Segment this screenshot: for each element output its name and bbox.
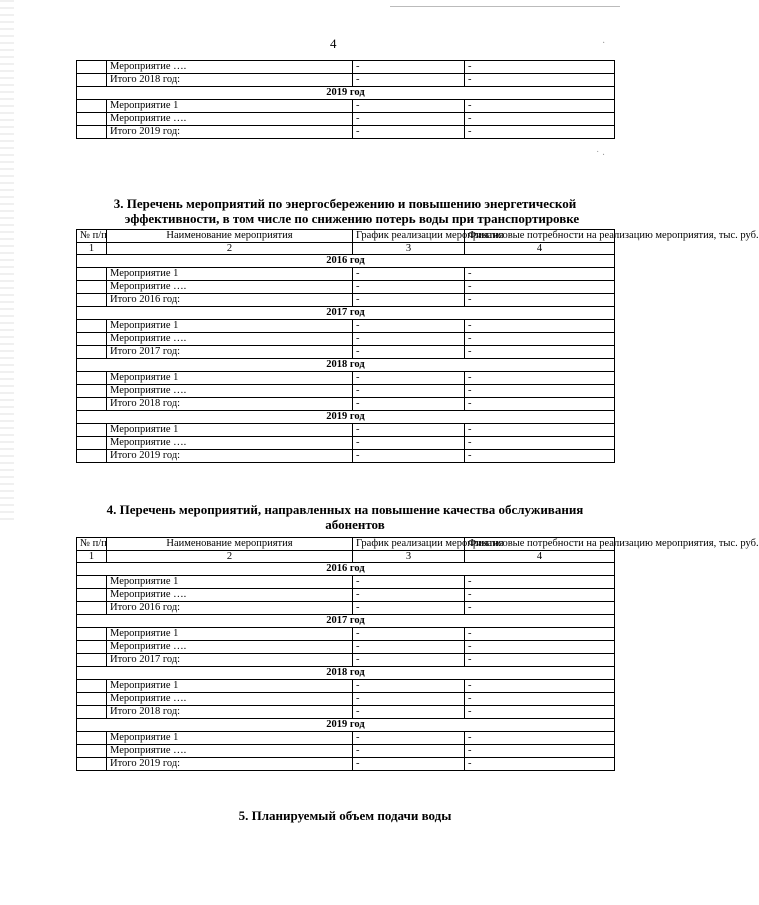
- total-row: [77, 74, 615, 87]
- table-row: [77, 680, 615, 693]
- schedule-cell: -: [353, 74, 465, 87]
- year-group-row: [77, 411, 615, 424]
- row-number-cell: [77, 294, 107, 307]
- schedule-cell: -: [353, 398, 465, 411]
- schedule-cell: -: [353, 320, 465, 333]
- schedule-cell: -: [353, 654, 465, 667]
- top-rule: [390, 6, 620, 7]
- schedule-cell: -: [353, 745, 465, 758]
- schedule-cell: -: [353, 706, 465, 719]
- header-schedule: График реализации мероприятия: [353, 538, 465, 551]
- column-number: 2: [107, 243, 353, 255]
- schedule-cell: -: [353, 333, 465, 346]
- table-row: [77, 268, 615, 281]
- finance-cell: -: [465, 113, 615, 126]
- total-row: [77, 602, 615, 615]
- finance-cell: -: [465, 576, 615, 589]
- finance-cell: -: [465, 628, 615, 641]
- schedule-cell: -: [353, 758, 465, 771]
- finance-cell: -: [465, 706, 615, 719]
- event-name: Мероприятие 1: [107, 100, 353, 113]
- year-group-row: [77, 667, 615, 680]
- finance-cell: -: [465, 320, 615, 333]
- finance-cell: -: [465, 61, 615, 74]
- finance-cell: -: [465, 602, 615, 615]
- row-number-cell: [77, 385, 107, 398]
- row-number-cell: [77, 398, 107, 411]
- row-number-cell: [77, 268, 107, 281]
- schedule-cell: -: [353, 126, 465, 139]
- total-label: Итого 2017 год:: [107, 346, 353, 359]
- column-number: 2: [107, 551, 353, 563]
- table-row: [77, 281, 615, 294]
- table-row: [77, 576, 615, 589]
- finance-cell: -: [465, 74, 615, 87]
- year-label: 2018 год: [77, 667, 615, 680]
- table-row: [77, 320, 615, 333]
- total-label: Итого 2019 год:: [107, 450, 353, 463]
- continuation-table-body: [77, 61, 615, 139]
- total-row: [77, 294, 615, 307]
- schedule-cell: -: [353, 641, 465, 654]
- total-label: Итого 2017 год:: [107, 654, 353, 667]
- row-number-cell: [77, 706, 107, 719]
- event-name: Мероприятие 1: [107, 372, 353, 385]
- year-group-row: [77, 255, 615, 268]
- schedule-cell: -: [353, 602, 465, 615]
- column-number: 1: [77, 551, 107, 563]
- scan-edge-artifact: [0, 0, 14, 520]
- finance-cell: -: [465, 281, 615, 294]
- finance-cell: -: [465, 693, 615, 706]
- service-quality-table: [76, 537, 759, 771]
- row-number-cell: [77, 333, 107, 346]
- year-label: 2017 год: [77, 307, 615, 320]
- total-row: [77, 398, 615, 411]
- finance-cell: -: [465, 268, 615, 281]
- finance-cell: -: [465, 758, 615, 771]
- table-row: [77, 424, 615, 437]
- row-number-cell: [77, 693, 107, 706]
- table-row: [77, 437, 615, 450]
- row-number-cell: [77, 126, 107, 139]
- section-4-title-line-1: 4. Перечень мероприятий, направленных на повышение качества обслуживания: [106, 502, 584, 517]
- energy-efficiency-table-body: [77, 255, 615, 463]
- schedule-cell: -: [353, 450, 465, 463]
- schedule-cell: -: [353, 372, 465, 385]
- row-number-cell: [77, 424, 107, 437]
- table-row: [77, 641, 615, 654]
- column-number: 3: [353, 551, 465, 563]
- header-name: Наименование мероприятия: [107, 538, 353, 551]
- year-label: 2017 год: [77, 615, 615, 628]
- column-number-row: [77, 551, 615, 563]
- column-number: 1: [77, 243, 107, 255]
- total-label: Итого 2019 год:: [107, 758, 353, 771]
- event-name: Мероприятие ….: [107, 589, 353, 602]
- row-number-cell: [77, 628, 107, 641]
- section-4-title: [76, 502, 614, 532]
- event-name: Мероприятие ….: [107, 437, 353, 450]
- scan-speck: ·: [602, 38, 606, 49]
- year-label: 2016 год: [77, 563, 615, 576]
- finance-cell: -: [465, 424, 615, 437]
- row-number-cell: [77, 602, 107, 615]
- row-number-cell: [77, 589, 107, 602]
- schedule-cell: -: [353, 680, 465, 693]
- event-name: Мероприятие 1: [107, 320, 353, 333]
- event-name: Мероприятие ….: [107, 61, 353, 74]
- schedule-cell: -: [353, 61, 465, 74]
- row-number-cell: [77, 100, 107, 113]
- year-group-row: [77, 359, 615, 372]
- schedule-cell: -: [353, 628, 465, 641]
- event-name: Мероприятие 1: [107, 732, 353, 745]
- row-number-cell: [77, 281, 107, 294]
- total-row: [77, 346, 615, 359]
- finance-cell: -: [465, 100, 615, 113]
- header-schedule: График реализации мероприятия: [353, 230, 465, 243]
- section-5-title: [76, 808, 614, 823]
- section-5-title-text: 5. Планируемый объем подачи воды: [238, 808, 452, 823]
- schedule-cell: -: [353, 424, 465, 437]
- event-name: Мероприятие ….: [107, 693, 353, 706]
- year-group-row: [77, 719, 615, 732]
- event-name: Мероприятие 1: [107, 576, 353, 589]
- finance-cell: -: [465, 346, 615, 359]
- row-number-cell: [77, 745, 107, 758]
- finance-cell: -: [465, 589, 615, 602]
- row-number-cell: [77, 61, 107, 74]
- service-quality-table-header: [77, 538, 759, 563]
- event-name: Мероприятие ….: [107, 641, 353, 654]
- row-number-cell: [77, 680, 107, 693]
- total-label: Итого 2018 год:: [107, 706, 353, 719]
- event-name: Мероприятие 1: [107, 628, 353, 641]
- finance-cell: -: [465, 126, 615, 139]
- event-name: Мероприятие ….: [107, 333, 353, 346]
- row-number-cell: [77, 437, 107, 450]
- finance-cell: -: [465, 680, 615, 693]
- event-name: Мероприятие 1: [107, 424, 353, 437]
- schedule-cell: -: [353, 294, 465, 307]
- row-number-cell: [77, 74, 107, 87]
- year-label: 2016 год: [77, 255, 615, 268]
- row-number-cell: [77, 641, 107, 654]
- service-quality-table-body: [77, 563, 615, 771]
- table-row: [77, 113, 615, 126]
- header-finance: Финансовые потребности на реализацию мероприятия, тыс. руб.: [465, 230, 615, 243]
- schedule-cell: -: [353, 113, 465, 126]
- table-row: [77, 372, 615, 385]
- year-label: 2019 год: [77, 719, 615, 732]
- schedule-cell: -: [353, 100, 465, 113]
- finance-cell: -: [465, 654, 615, 667]
- year-group-row: [77, 563, 615, 576]
- table-row: [77, 333, 615, 346]
- row-number-cell: [77, 450, 107, 463]
- event-name: Мероприятие 1: [107, 268, 353, 281]
- event-name: Мероприятие ….: [107, 281, 353, 294]
- schedule-cell: -: [353, 732, 465, 745]
- table-row: [77, 628, 615, 641]
- finance-cell: -: [465, 745, 615, 758]
- finance-cell: -: [465, 372, 615, 385]
- table-row: [77, 589, 615, 602]
- event-name: Мероприятие 1: [107, 680, 353, 693]
- event-name: Мероприятие ….: [107, 745, 353, 758]
- finance-cell: -: [465, 641, 615, 654]
- section-3-title-line-1: 3. Перечень мероприятий по энергосбережению и повышению энергетической: [113, 196, 577, 211]
- event-name: Мероприятие ….: [107, 385, 353, 398]
- finance-cell: -: [465, 398, 615, 411]
- schedule-cell: -: [353, 437, 465, 450]
- schedule-cell: -: [353, 281, 465, 294]
- header-name: Наименование мероприятия: [107, 230, 353, 243]
- year-group-row: [77, 307, 615, 320]
- column-number: 4: [465, 551, 615, 563]
- total-row: [77, 126, 615, 139]
- row-number-cell: [77, 113, 107, 126]
- table-row: [77, 732, 615, 745]
- header-finance: Финансовые потребности на реализацию мероприятия, тыс. руб.: [465, 538, 615, 551]
- column-number: 3: [353, 243, 465, 255]
- year-label: 2018 год: [77, 359, 615, 372]
- section-4-title-line-2: абонентов: [325, 517, 385, 532]
- schedule-cell: -: [353, 576, 465, 589]
- table-row: [77, 100, 615, 113]
- table-row: [77, 693, 615, 706]
- total-row: [77, 758, 615, 771]
- total-row: [77, 450, 615, 463]
- header-row: [77, 538, 615, 551]
- finance-cell: -: [465, 732, 615, 745]
- row-number-cell: [77, 758, 107, 771]
- total-row: [77, 706, 615, 719]
- header-number: № п/п: [77, 230, 107, 243]
- header-row: [77, 230, 615, 243]
- table-row: [77, 385, 615, 398]
- section-3-title: [76, 196, 614, 226]
- total-label: Итого 2018 год:: [107, 398, 353, 411]
- schedule-cell: -: [353, 385, 465, 398]
- table-row: [77, 745, 615, 758]
- total-label: Итого 2019 год:: [107, 126, 353, 139]
- page-number: 4: [330, 36, 337, 51]
- column-number-row: [77, 243, 615, 255]
- schedule-cell: -: [353, 693, 465, 706]
- schedule-cell: -: [353, 346, 465, 359]
- finance-cell: -: [465, 294, 615, 307]
- row-number-cell: [77, 346, 107, 359]
- finance-cell: -: [465, 385, 615, 398]
- year-group-row: [77, 87, 615, 100]
- finance-cell: -: [465, 333, 615, 346]
- finance-cell: -: [465, 437, 615, 450]
- section-3-title-line-2: эффективности, в том числе по снижению потерь воды при транспортировке: [124, 211, 580, 226]
- event-name: Мероприятие ….: [107, 113, 353, 126]
- row-number-cell: [77, 320, 107, 333]
- total-label: Итого 2018 год:: [107, 74, 353, 87]
- schedule-cell: -: [353, 589, 465, 602]
- continuation-table: [76, 60, 615, 139]
- total-row: [77, 654, 615, 667]
- year-group-row: [77, 615, 615, 628]
- finance-cell: -: [465, 450, 615, 463]
- row-number-cell: [77, 576, 107, 589]
- column-number: 4: [465, 243, 615, 255]
- schedule-cell: -: [353, 268, 465, 281]
- row-number-cell: [77, 372, 107, 385]
- year-label: 2019 год: [77, 411, 615, 424]
- energy-efficiency-table: [76, 229, 759, 463]
- scan-speck: ˙ ·: [596, 150, 606, 161]
- header-number: № п/п: [77, 538, 107, 551]
- total-label: Итого 2016 год:: [107, 602, 353, 615]
- year-label: 2019 год: [77, 87, 615, 100]
- energy-efficiency-table-header: [77, 230, 759, 255]
- total-label: Итого 2016 год:: [107, 294, 353, 307]
- table-row: [77, 61, 615, 74]
- row-number-cell: [77, 732, 107, 745]
- row-number-cell: [77, 654, 107, 667]
